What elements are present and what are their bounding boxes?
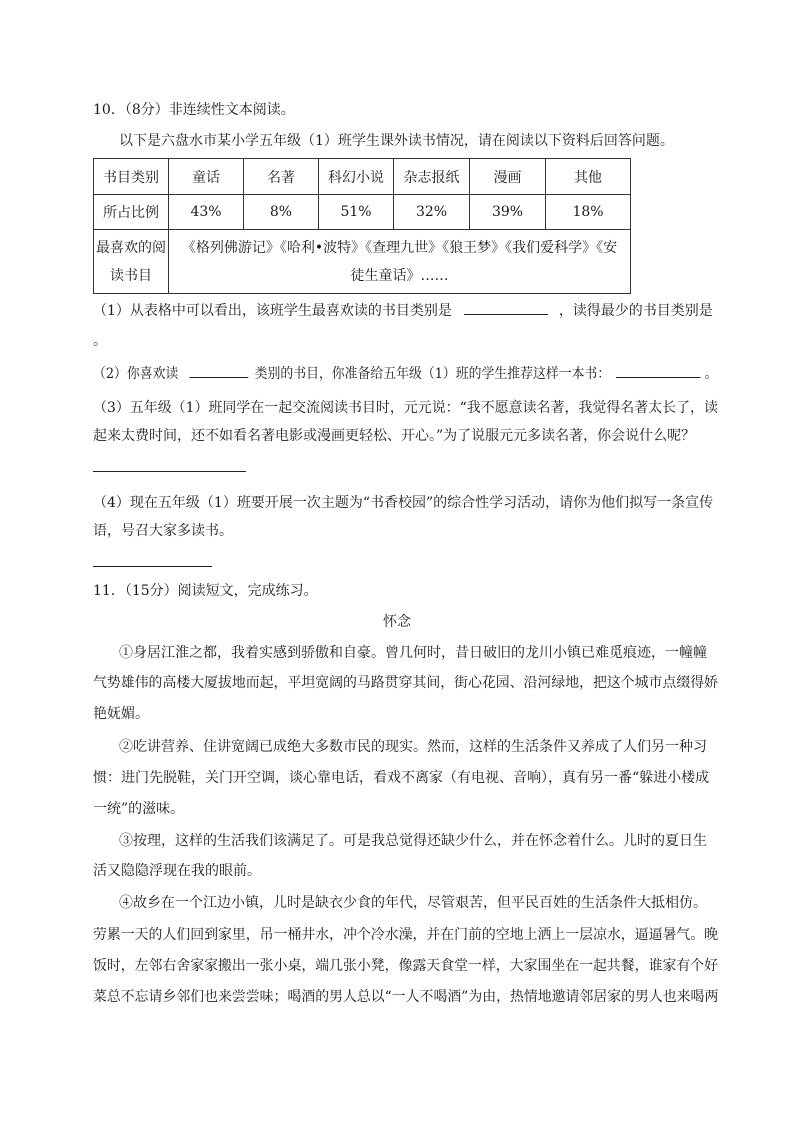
percentage-cell: 51% [319,195,394,230]
percentage-cell: 39% [470,195,546,230]
q11-heading: 11．（15分）阅读短文，完成练习。 [93,583,318,599]
q10-part2-text: （2）你喜欢读 [93,366,179,382]
article-para4-line3: 饭时，左邻右舍家家搬出一张小桌，端几张小凳，像露天食堂一样，大家围坐在一起共餐，谁家有个好 [93,958,719,974]
article-para2-line1: ②吃讲营养、住讲宽阔已成绝大多数市民的现实。然而，这样的生活条件又养成了人们另一种习 [119,739,707,755]
table-row-percentages [94,195,631,230]
article-para2-line2: 惯：进门先脱鞋，关门开空调，谈心靠电话，看戏不离家（有电视、音响），真有另一番“躲进小楼成 [93,770,710,786]
row-label-favorites [94,230,169,294]
row-label-favorites-line1: 最喜欢的阅 [96,239,166,256]
q10-part3-line2: 起来太费时间，还不如看名著电影或漫画更轻松、开心。”为了说服元元多读名著，你会说什么呢？ [93,428,696,444]
q10-part1-text2: ，读得最少的书目类别是 [558,303,713,319]
article-para4-line2: 劳累一天的人们回到家里，吊一桶井水，冲个冷水澡，并在门前的空地上洒上一层凉水，逼逼暑气。晚 [93,927,719,943]
article-para4-line1: ④故乡在一个江边小镇，儿时是缺衣少食的年代，尽管艰苦，但平民百姓的生活条件大抵相仿。 [119,895,707,911]
category-cell: 科幻小说 [319,159,394,195]
category-cell: 名著 [244,159,319,195]
q10-part2-text2: 类别的书目，你准备给五年级（1）班的学生推荐这样一本书： [254,366,611,382]
category-cell: 童话 [169,159,244,195]
percentage-cell: 18% [546,195,631,230]
article-para1-line3: 艳妩媚。 [93,706,149,722]
article-para1-line1: ①身居江淮之都，我着实感到骄傲和自豪。曾几何时，昔日破旧的龙川小镇已难觅痕迹，一幢幢 [119,645,707,661]
answer-blank-book-recommendation[interactable] [616,363,701,378]
row-label-percentage: 所占比例 [94,195,169,230]
q10-intro: 以下是六盘水市某小学五年级（1）班学生课外读书情况，请在阅读以下资料后回答问题。 [119,133,674,149]
q10-part4-line2: 语，号召大家多读书。 [93,523,233,539]
table-row-categories [94,159,631,195]
table-row-favorites [94,230,631,294]
favorites-line2: 徒生童话》…… [350,267,449,284]
row-label-category: 书目类别 [94,159,169,195]
q10-part1-end: 。 [93,333,107,349]
article-para1-line2: 气势雄伟的高楼大厦拔地而起，平坦宽阔的马路贯穿其间，街心花园、沿河绿地，把这个城市点缀得娇 [93,675,719,691]
answer-line-q10-part3[interactable] [93,471,246,472]
q10-heading: 10．（8分）非连续性文本阅读。 [93,102,295,118]
q10-part1 [93,300,713,321]
q10-part3-line1: （3）五年级（1）班同学在一起交流阅读书目时，元元说：“我不愿意读名著，我觉得名著太长了，读 [93,400,718,416]
reading-survey-table [93,158,631,294]
article-title: 怀念 [383,614,411,630]
category-cell: 杂志报纸 [394,159,470,195]
q10-part2 [93,363,718,384]
row-label-favorites-line2: 读书目 [110,267,152,284]
article-para3-line2: 活又隐隐浮现在我的眼前。 [93,863,261,879]
percentage-cell: 8% [244,195,319,230]
answer-line-q10-part4[interactable] [93,566,212,567]
article-para4-line4: 菜总不忘请乡邻们也来尝尝味；喝酒的男人总以“一人不喝酒”为由，热情地邀请邻居家的男人也来喝两 [93,989,719,1005]
q10-part1-text: （1）从表格中可以看出，该班学生最喜欢读的书目类别是 [93,303,452,319]
q10-part2-end: 。 [704,366,718,382]
category-cell: 漫画 [470,159,546,195]
percentage-cell: 32% [394,195,470,230]
answer-blank-most-read[interactable] [464,300,548,315]
q10-part4-line1: （4）现在五年级（1）班要开展一次主题为“书香校园”的综合性学习活动，请你为他们拟写一条宣传 [93,495,714,511]
favorites-line1: 《格列佛游记》《哈利•波特》《查理九世》《狼王梦》《我们爱科学》《安 [181,239,618,256]
article-para3-line1: ③按理，这样的生活我们该满足了。可是我总觉得还缺少什么，并在怀念着什么。儿时的夏日生 [119,833,707,849]
answer-blank-favorite-category[interactable] [190,363,249,378]
percentage-cell: 43% [169,195,244,230]
category-cell: 其他 [546,159,631,195]
favorites-cell [169,230,631,294]
article-para2-line3: 一统”的滋味。 [93,801,185,817]
